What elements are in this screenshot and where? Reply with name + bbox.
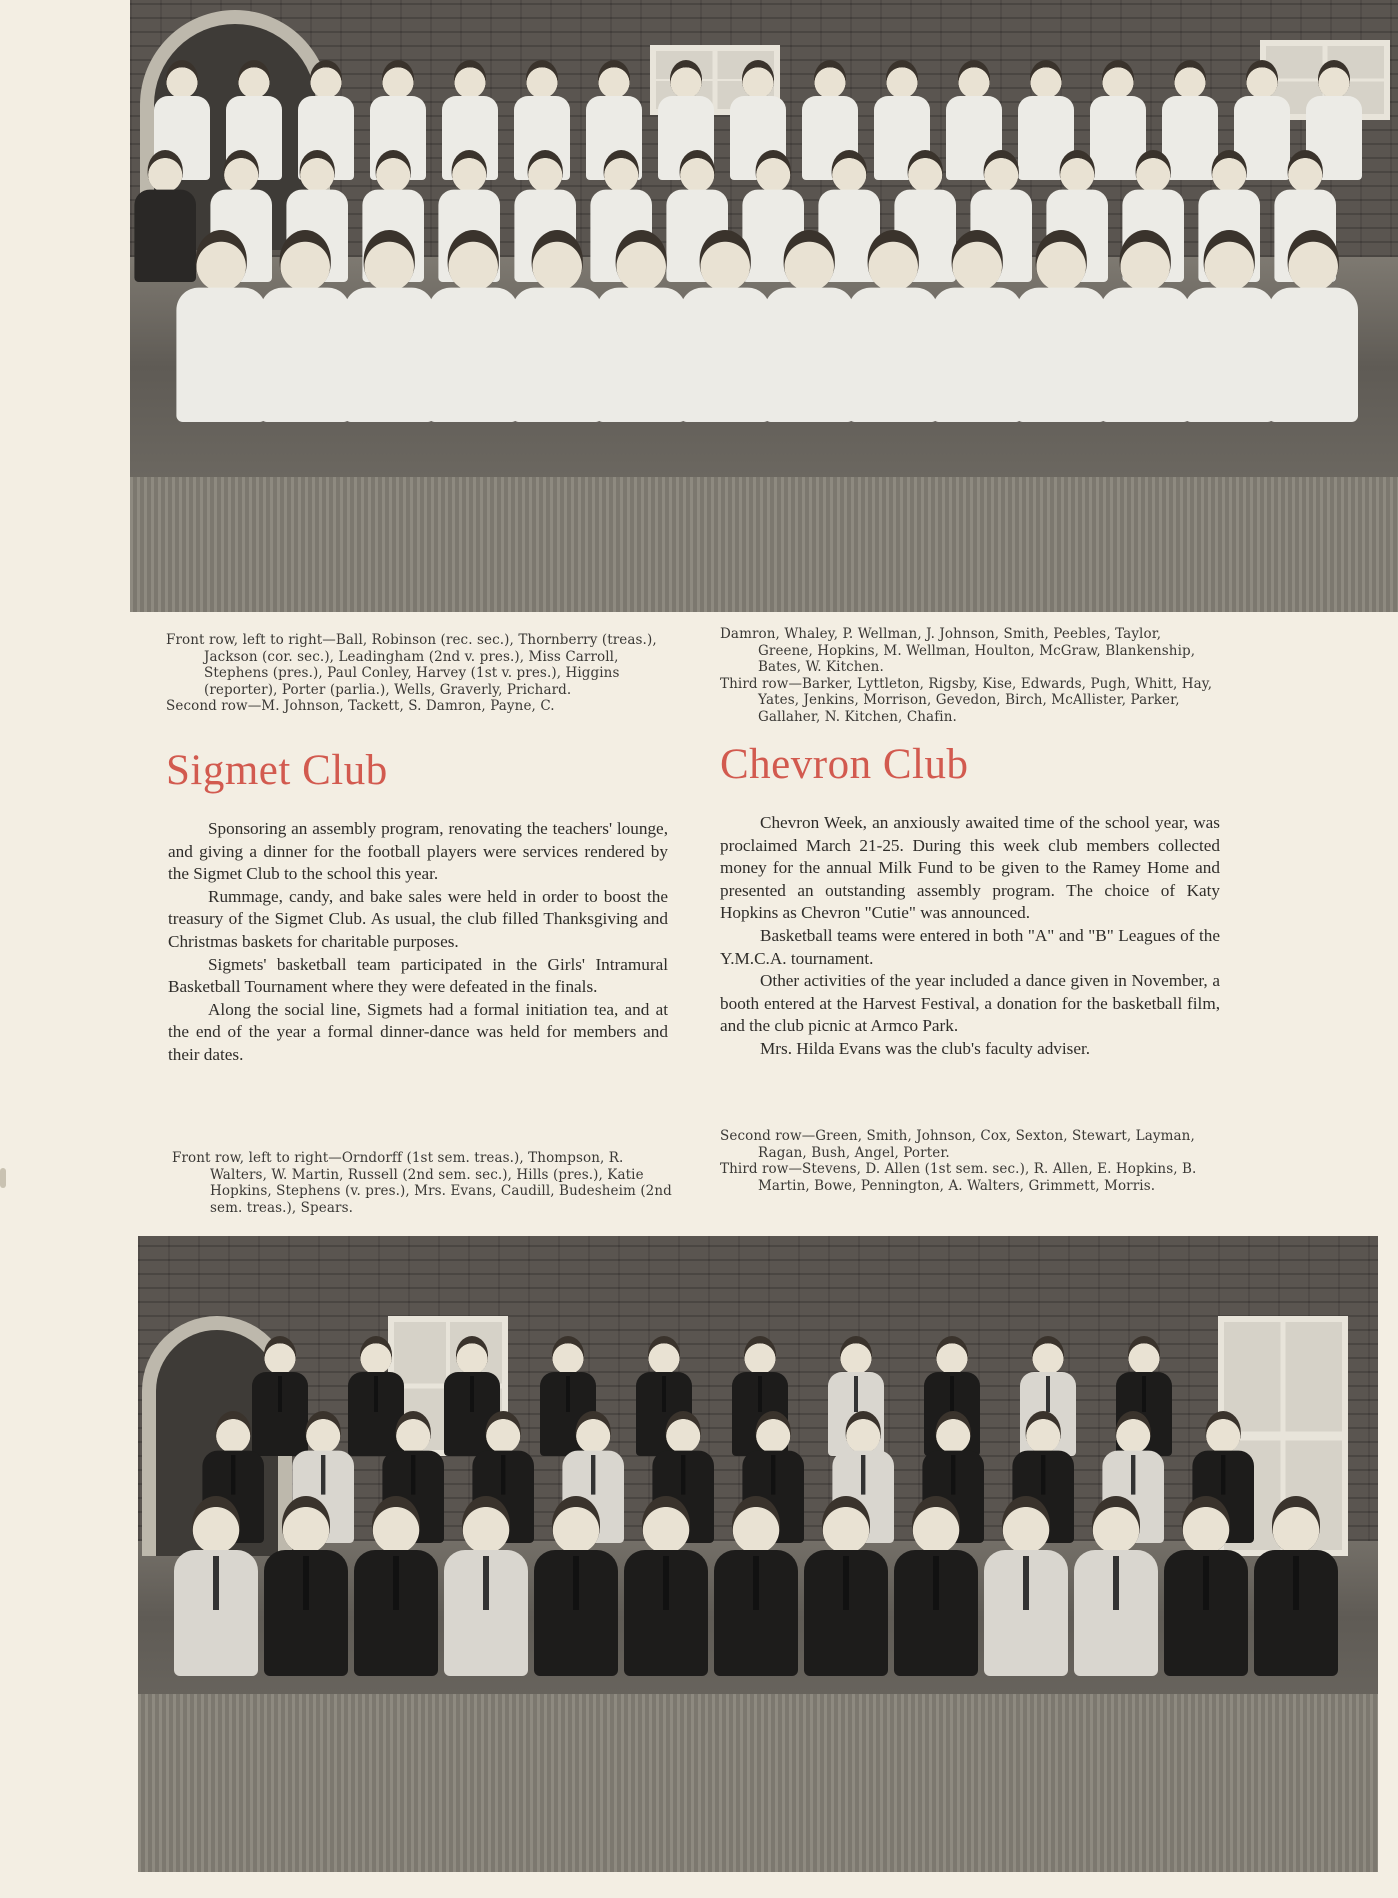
- chevron-paragraph: Chevron Week, an anxiously awaited time of the school year, was proclaimed March 21-25. During this week club members collected money for the annual Milk Fund to be given to the Ramey Home and presented an outstanding assembly program. The choice of Katy Hopkins as Chevron "Cutie" was announced.: [720, 813, 1220, 923]
- chevron-club-photo: [138, 1236, 1378, 1872]
- sigmet-caption-second-row-cont: Damron, Whaley, P. Wellman, J. Johnson, Smith, Peebles, Taylor, Greene, Hopkins, M. Wellman, Houlton, McGraw, Blankenship, Bates, W. Kitchen.: [720, 626, 1196, 675]
- chevron-paragraph: Mrs. Hilda Evans was the club's faculty adviser.: [760, 1038, 1091, 1058]
- group-member-figure: [438, 1496, 534, 1676]
- sigmet-paragraph: Sigmets' basketball team participated in the Girls' Intramural Basketball Tournament where they were defeated in the finals.: [168, 954, 668, 997]
- sigmet-caption-second-row: Second row—M. Johnson, Tackett, S. Damron, Payne, C.: [166, 698, 555, 714]
- sigmet-article: [168, 818, 668, 1067]
- chevron-caption-front: [172, 1150, 672, 1216]
- chevron-club-title: Chevron Club: [720, 741, 969, 788]
- group-member-figure: [258, 1496, 354, 1676]
- group-member-figure: [528, 1496, 624, 1676]
- binder-mark: [0, 1168, 6, 1188]
- sigmet-caption-third-row: Third row—Barker, Lyttleton, Rigsby, Kise, Edwards, Pugh, Whitt, Hay, Yates, Jenkins, Morrison, Gevedon, Birch, McAllister, Parker, Gallaher, N. Kitchen, Chafin.: [720, 675, 1213, 725]
- chevron-caption-third-row: Third row—Stevens, D. Allen (1st sem. sec.), R. Allen, E. Hopkins, B. Martin, Bowe, Pennington, A. Walters, Grimmett, Morris.: [720, 1161, 1197, 1194]
- chevron-paragraph: Other activities of the year included a dance given in November, a booth entered at the Harvest Festival, a donation for the basketball film, and the club picnic at Armco Park.: [720, 971, 1220, 1036]
- group-member-figure: [888, 1496, 984, 1676]
- chevron-caption-second-row: Second row—Green, Smith, Johnson, Cox, Sexton, Stewart, Layman, Ragan, Bush, Angel, Porter.: [720, 1128, 1195, 1161]
- group-member-figure: [348, 1496, 444, 1676]
- chevron-caption-back: [720, 1128, 1220, 1194]
- group-member-figure: [1068, 1496, 1164, 1676]
- chevron-caption-front-row: Front row, left to right—Orndorff (1st sem. treas.), Thompson, R. Walters, W. Martin, Russell (2nd sem. sec.), Hills (pres.), Katie Hopkins, Stephens (v. pres.), Mrs. Evans, Caudill, Budesheim (2nd sem. treas.), Spears.: [172, 1150, 672, 1216]
- sigmet-club-photo: [130, 0, 1398, 612]
- sigmet-paragraph: Rummage, candy, and bake sales were held in order to boost the treasury of the Sigmet Club. As usual, the club filled Thanksgiving and Christmas baskets for charitable purposes.: [168, 886, 668, 951]
- sigmet-paragraph: Along the social line, Sigmets had a formal initiation tea, and at the end of the year a formal dinner-dance was held for members and their dates.: [168, 999, 668, 1064]
- sigmet-paragraph: Sponsoring an assembly program, renovating the teachers' lounge, and giving a dinner for the football players were services rendered by the Sigmet Club to the school this year.: [168, 819, 668, 884]
- sigmet-caption-right: [720, 626, 1220, 725]
- group-member-figure: [168, 1496, 264, 1676]
- chevron-paragraph: Basketball teams were entered in both "A" and "B" Leagues of the Y.M.C.A. tournament.: [720, 925, 1220, 968]
- group-member-figure: [1158, 1496, 1254, 1676]
- chevron-article: [720, 812, 1220, 1061]
- group-member-figure: [978, 1496, 1074, 1676]
- sigmet-club-title: Sigmet Club: [166, 747, 388, 794]
- group-member-figure: [618, 1496, 714, 1676]
- group-member-figure: [1248, 1496, 1344, 1676]
- group-member-figure: [1262, 230, 1364, 422]
- sigmet-caption-front-row: Front row, left to right—Ball, Robinson (rec. sec.), Thornberry (treas.), Jackson (cor. sec.), Leadingham (2nd v. pres.), Miss Carroll, Stephens (pres.), Paul Conley, Harvey (1st v. pres.), Higgins (reporter), Porter (parlia.), Wells, Graverly, Prichard.: [166, 632, 657, 698]
- group-member-figure: [708, 1496, 804, 1676]
- sigmet-caption-left: [166, 632, 666, 715]
- group-member-figure: [798, 1496, 894, 1676]
